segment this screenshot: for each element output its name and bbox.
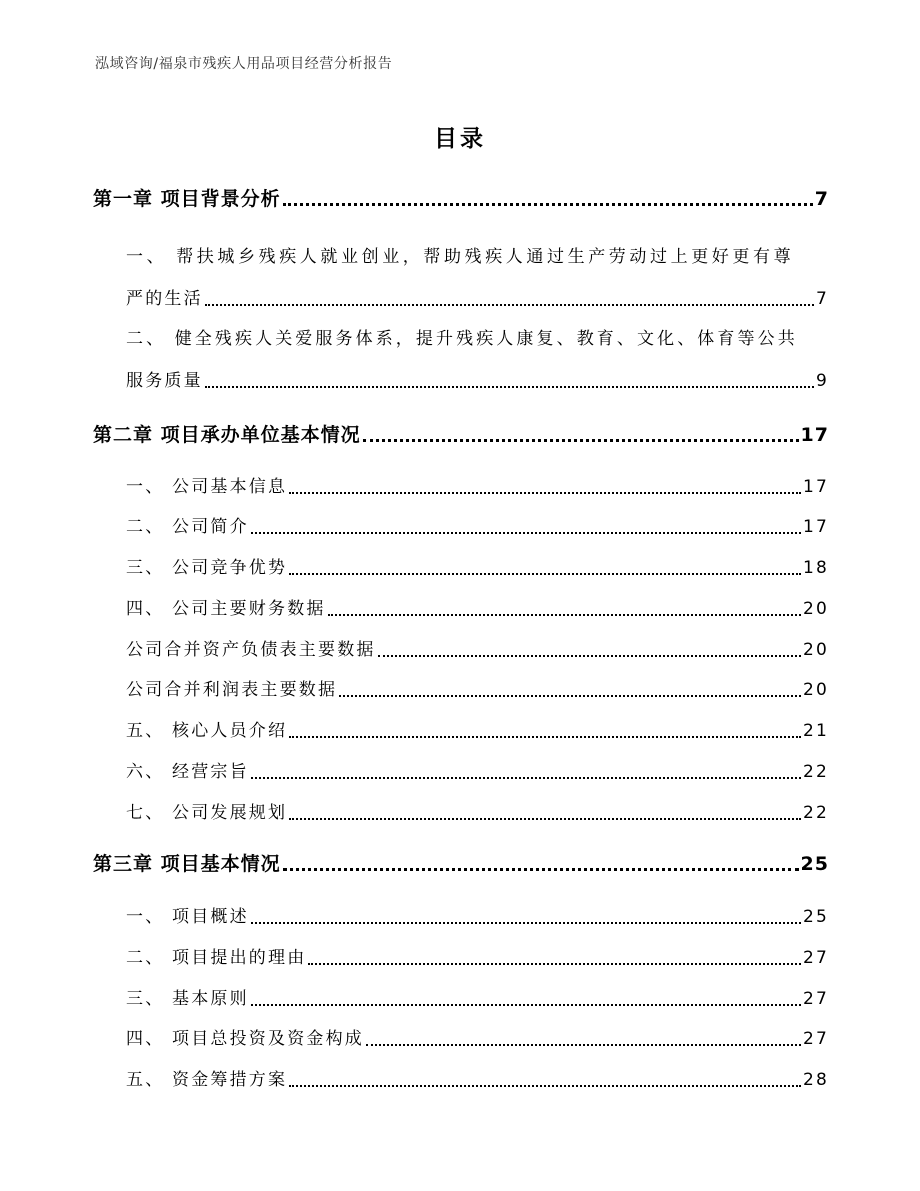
toc-entry-wrapped-line[interactable]: 一、 帮扶城乡残疾人就业创业，帮助残疾人通过生产劳动过上更好更有尊 xyxy=(126,247,795,267)
dot-leader xyxy=(251,922,801,924)
dot-leader xyxy=(251,1004,801,1006)
toc-section-2-4[interactable] xyxy=(126,591,829,621)
toc-page-number: 21 xyxy=(802,721,829,741)
dot-leader xyxy=(289,1085,801,1087)
toc-section-2-6[interactable] xyxy=(126,754,829,784)
toc-entry-label: 第一章 项目背景分析 xyxy=(93,188,281,210)
toc-section-3-3[interactable] xyxy=(126,981,829,1011)
toc-entry-label: 六、 经营宗旨 xyxy=(126,762,249,782)
toc-entry-label: 服务质量 xyxy=(126,371,203,391)
toc-section-2-2[interactable] xyxy=(126,509,829,539)
dot-leader xyxy=(251,777,801,779)
toc-page-number: 28 xyxy=(802,1070,829,1090)
toc-entry-wrapped-line[interactable]: 二、 健全残疾人关爱服务体系，提升残疾人康复、教育、文化、体育等公共 xyxy=(126,329,798,349)
dot-leader xyxy=(366,1044,801,1046)
toc-page-number: 20 xyxy=(802,640,829,660)
toc-page-number: 9 xyxy=(815,371,829,391)
toc-page-number: 18 xyxy=(802,558,829,578)
toc-entry-label: 二、 项目提出的理由 xyxy=(126,948,307,968)
toc-entry-label: 五、 资金筹措方案 xyxy=(126,1070,288,1090)
toc-entry-label: 三、 公司竞争优势 xyxy=(126,558,288,578)
running-header: 泓域咨询/福泉市残疾人用品项目经营分析报告 xyxy=(95,56,393,72)
toc-entry-label: 四、 公司主要财务数据 xyxy=(126,599,326,619)
toc-page-number: 7 xyxy=(815,289,829,309)
toc-page-number: 25 xyxy=(802,907,829,927)
toc-title: 目录 xyxy=(434,126,486,152)
dot-leader xyxy=(283,203,813,206)
toc-entry-label: 七、 公司发展规划 xyxy=(126,803,288,823)
toc-page-number: 27 xyxy=(802,1029,829,1049)
toc-section-3-4[interactable] xyxy=(126,1021,829,1051)
toc-page-number: 25 xyxy=(800,853,829,875)
dot-leader xyxy=(205,386,814,388)
toc-chapter-2[interactable] xyxy=(93,417,829,447)
toc-entry-label: 严的生活 xyxy=(126,289,203,309)
toc-chapter-3[interactable] xyxy=(93,846,829,876)
toc-subsection-2-4b[interactable] xyxy=(126,672,829,702)
dot-leader xyxy=(339,695,801,697)
dot-leader xyxy=(363,439,799,442)
dot-leader xyxy=(289,573,801,575)
toc-section-2-7[interactable] xyxy=(126,795,829,825)
toc-section-2-5[interactable] xyxy=(126,713,829,743)
toc-page-number: 17 xyxy=(800,424,829,446)
toc-chapter-1[interactable] xyxy=(93,181,829,211)
toc-page-number: 20 xyxy=(802,680,829,700)
dot-leader xyxy=(289,818,801,820)
dot-leader xyxy=(283,868,799,871)
toc-entry-label: 五、 核心人员介绍 xyxy=(126,721,288,741)
toc-entry-label: 二、 公司简介 xyxy=(126,517,249,537)
toc-page-number: 22 xyxy=(802,803,829,823)
toc-entry-label: 一、 公司基本信息 xyxy=(126,477,288,497)
dot-leader xyxy=(289,736,801,738)
dot-leader xyxy=(289,492,801,494)
toc-subsection-2-4a[interactable] xyxy=(126,632,829,662)
toc-section-1-2[interactable] xyxy=(126,363,829,393)
toc-page-number: 22 xyxy=(802,762,829,782)
dot-leader xyxy=(378,655,801,657)
toc-entry-label: 公司合并利润表主要数据 xyxy=(126,680,338,700)
toc-section-3-5[interactable] xyxy=(126,1062,829,1092)
toc-entry-label: 四、 项目总投资及资金构成 xyxy=(126,1029,365,1049)
toc-entry-label: 一、 项目概述 xyxy=(126,907,249,927)
dot-leader xyxy=(251,532,801,534)
dot-leader xyxy=(308,963,801,965)
dot-leader xyxy=(205,304,814,306)
toc-section-2-1[interactable] xyxy=(126,469,829,499)
toc-section-3-2[interactable] xyxy=(126,940,829,970)
toc-entry-label: 三、 基本原则 xyxy=(126,989,249,1009)
toc-page-number: 7 xyxy=(814,188,829,210)
toc-section-2-3[interactable] xyxy=(126,550,829,580)
toc-entry-label: 公司合并资产负债表主要数据 xyxy=(126,640,376,660)
toc-section-1-1[interactable] xyxy=(126,281,829,311)
toc-page-number: 27 xyxy=(802,989,829,1009)
toc-page-number: 17 xyxy=(802,477,829,497)
toc-entry-label: 第三章 项目基本情况 xyxy=(93,853,281,875)
toc-page-number: 17 xyxy=(802,517,829,537)
toc-page-number: 27 xyxy=(802,948,829,968)
dot-leader xyxy=(328,614,801,616)
toc-section-3-1[interactable] xyxy=(126,899,829,929)
toc-page-number: 20 xyxy=(802,599,829,619)
toc-entry-label: 第二章 项目承办单位基本情况 xyxy=(93,424,361,446)
